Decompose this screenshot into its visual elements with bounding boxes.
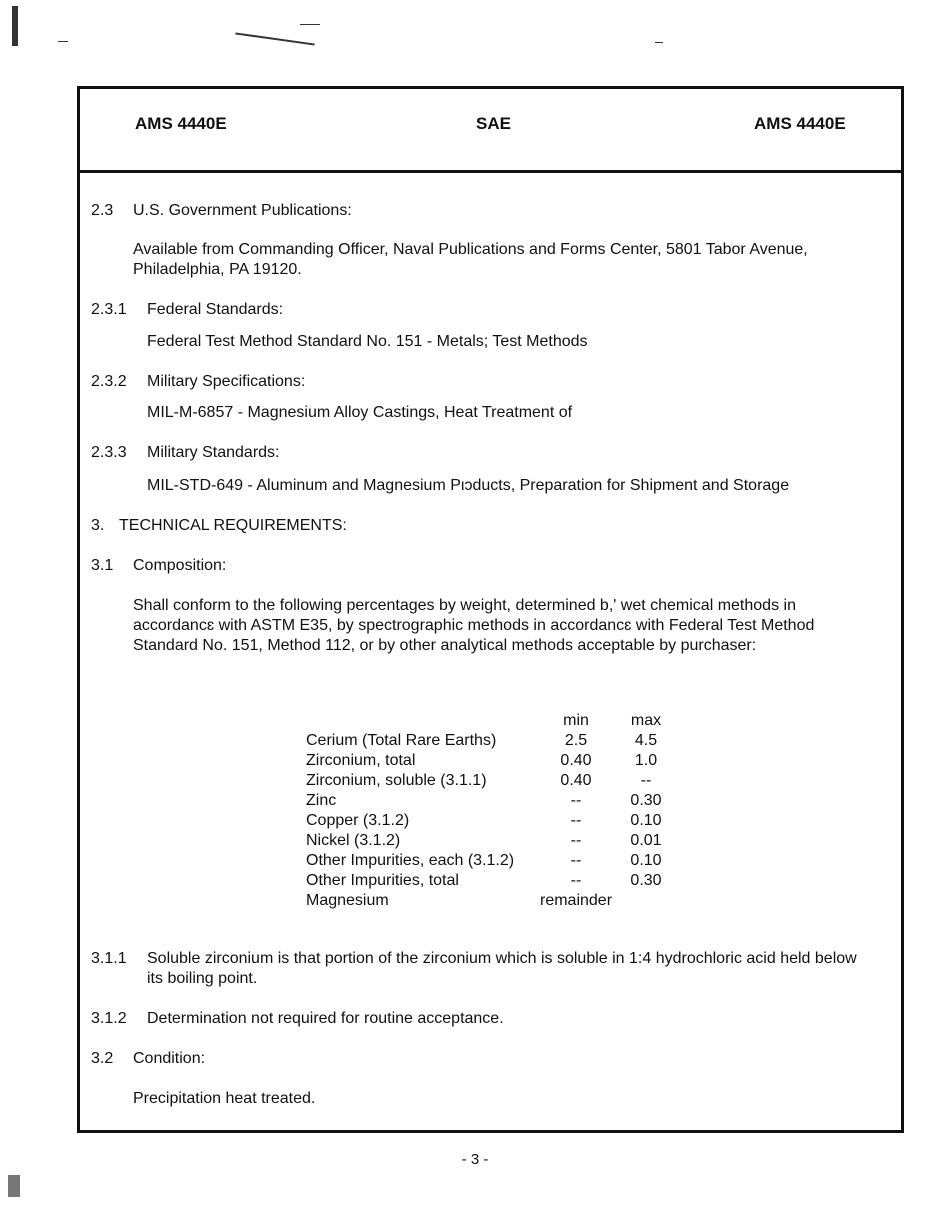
section-number: 2.3	[91, 202, 114, 219]
section-title: Military Specifications:	[147, 373, 306, 390]
section-number: 3.1.2	[91, 1010, 127, 1027]
min-value: 2.5	[564, 732, 588, 749]
element-name: Cerium (Total Rare Earths)	[306, 732, 497, 749]
scan-mark	[8, 1175, 20, 1197]
composition-table	[306, 711, 676, 911]
section-body: Federal Test Method Standard No. 151 - Metals; Test Methods	[147, 333, 588, 350]
scan-mark	[655, 42, 663, 43]
section-title: TECHNICAL REQUIREMENTS:	[119, 517, 347, 534]
header-min: min	[563, 712, 589, 729]
min-value: 0.40	[560, 772, 592, 789]
min-value: --	[570, 792, 582, 809]
element-name: Copper (3.1.2)	[306, 812, 410, 829]
max-value: 0.01	[630, 832, 662, 849]
max-value: 0.30	[630, 792, 662, 809]
max-value: 0.10	[630, 852, 662, 869]
table-row	[306, 871, 676, 891]
section-title: Military Standards:	[147, 444, 280, 461]
max-value: 1.0	[634, 752, 658, 769]
min-value: --	[570, 852, 582, 869]
page-number: - 3 -	[461, 1151, 489, 1168]
section-number: 3.1.1	[91, 950, 127, 967]
section-body: Soluble zirconium is that portion of the zirconium which is soluble in 1:4 hydrochloric acid held below its boiling point.	[147, 950, 857, 987]
section-number: 3.1	[91, 557, 114, 574]
element-name: Other Impurities, total	[306, 872, 459, 889]
section-body: Shall conform to the following percentages by weight, determined b,' wet chemical methods in accordancɛ with ASTM E35, by spectrographic methods in accordancɛ with Federal Test Method Standard No. 151, Method 112, or by other analytical methods acceptable by purchaser:	[133, 597, 815, 654]
element-name: Zirconium, soluble (3.1.1)	[306, 772, 487, 789]
max-value: 0.10	[630, 812, 662, 829]
section-number: 3.2	[91, 1050, 114, 1067]
section-body: Precipitation heat treated.	[133, 1090, 316, 1107]
table-row	[306, 831, 676, 851]
element-name: Nickel (3.1.2)	[306, 832, 401, 849]
min-value: --	[570, 872, 582, 889]
max-value: --	[640, 772, 652, 789]
table-row	[306, 891, 676, 911]
scan-mark	[235, 32, 314, 45]
spec-number-right: AMS 4440E	[754, 114, 846, 133]
element-name: Other Impurities, each (3.1.2)	[306, 852, 515, 869]
max-value: 4.5	[634, 732, 658, 749]
section-body: Available from Commanding Officer, Naval Publications and Forms Center, 5801 Tabor Avenue, Philadelphia, PA 19120.	[133, 241, 808, 278]
min-value: --	[570, 832, 582, 849]
section-title: Federal Standards:	[147, 301, 284, 318]
section-title: U.S. Government Publications:	[133, 202, 352, 219]
section-body: MIL-STD-649 - Aluminum and Magnesium Pιɔducts, Preparation for Shipment and Storage	[147, 477, 790, 494]
scan-mark	[300, 24, 320, 25]
scan-mark	[58, 41, 68, 42]
max-value: 0.30	[630, 872, 662, 889]
section-body: MIL-M-6857 - Magnesium Alloy Castings, Heat Treatment of	[147, 404, 573, 421]
table-header-row	[306, 711, 676, 731]
table-row	[306, 731, 676, 751]
section-number: 2.3.3	[91, 444, 127, 461]
table-row	[306, 851, 676, 871]
section-title: Composition:	[133, 557, 227, 574]
section-title: Condition:	[133, 1050, 206, 1067]
element-name: Zirconium, total	[306, 752, 416, 769]
table-row	[306, 791, 676, 811]
section-number: 2.3.2	[91, 373, 127, 390]
section-number: 3.	[91, 517, 105, 534]
min-value: 0.40	[560, 752, 592, 769]
element-name: Zinc	[306, 792, 337, 809]
table-row	[306, 751, 676, 771]
min-value: remainder	[539, 892, 613, 909]
element-name: Magnesium	[306, 892, 389, 909]
document-header	[80, 89, 901, 173]
table-row	[306, 771, 676, 791]
section-body: Determination not required for routine acceptance.	[147, 1010, 504, 1027]
scan-mark	[12, 6, 18, 46]
publisher: SAE	[476, 114, 511, 133]
header-element	[306, 711, 536, 731]
max-value	[616, 891, 676, 911]
spec-number-left: AMS 4440E	[135, 114, 227, 133]
header-max: max	[630, 712, 662, 729]
section-number: 2.3.1	[91, 301, 127, 318]
min-value: --	[570, 812, 582, 829]
table-row	[306, 811, 676, 831]
